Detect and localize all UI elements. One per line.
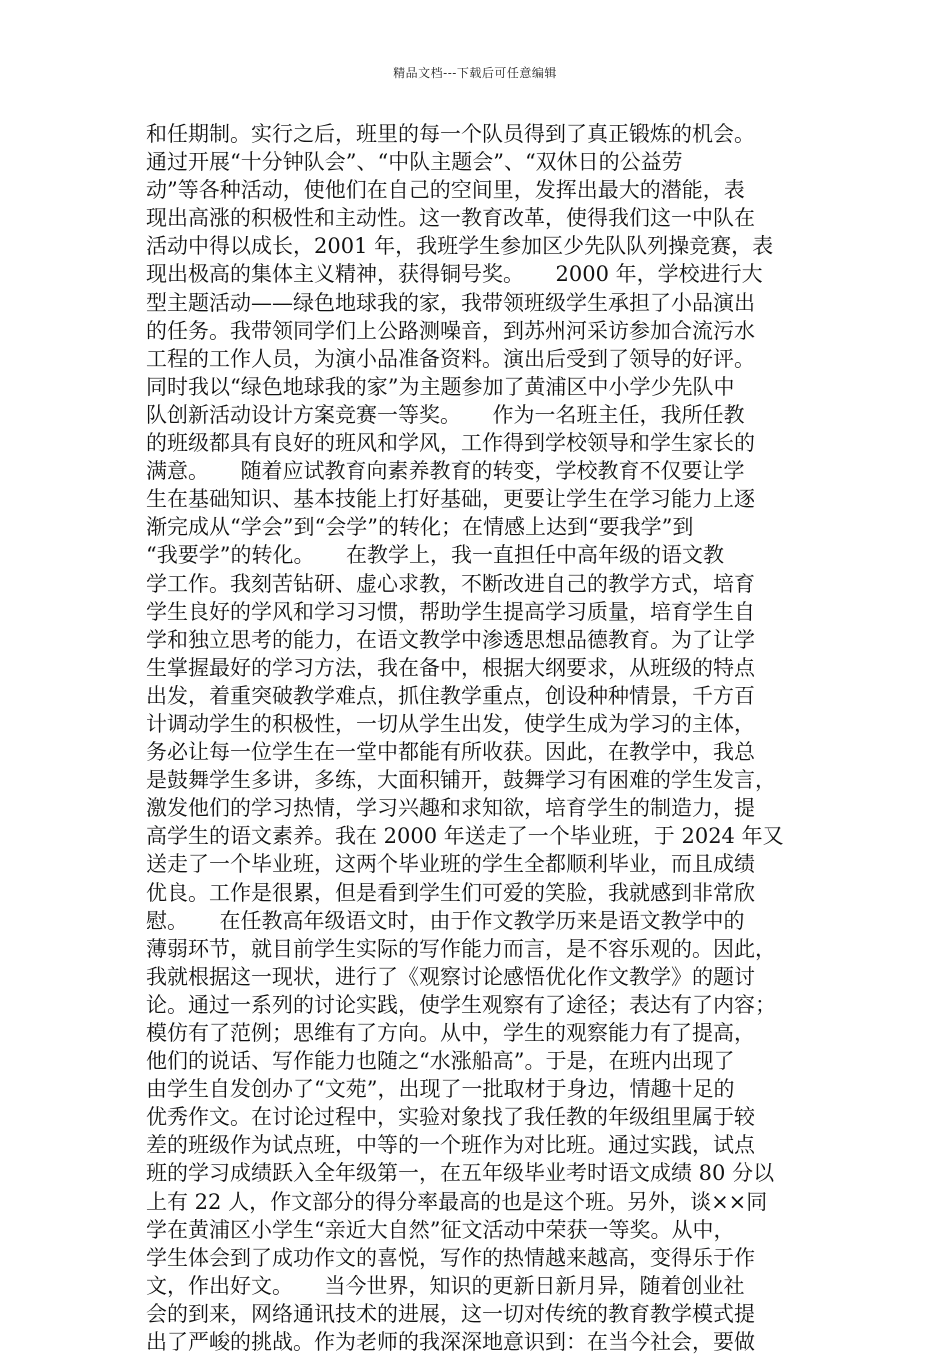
- page-header: 精品文档---下载后可任意编辑: [393, 66, 557, 80]
- text-line: 动”等各种活动，使他们在自己的空间里，发挥出最大的潜能，表: [146, 178, 745, 203]
- text-line: 班的学习成绩跃入全年级第一，在五年级毕业考时语文成绩 80 分以: [146, 1161, 775, 1186]
- text-line: 的班级都具有良好的班风和学风，工作得到学校领导和学生家长的: [146, 431, 755, 456]
- text-line: 薄弱环节，就目前学生实际的写作能力而言，是不容乐观的。因此，: [146, 936, 776, 961]
- text-line: 学生良好的学风和学习习惯，帮助学生提高学习质量，培育学生自: [146, 599, 755, 624]
- text-line: 出发，着重突破教学难点，抓住教学重点，创设种种情景，千方百: [146, 683, 755, 708]
- text-line: 和任期制。实行之后，班里的每一个队员得到了真正锻炼的机会。: [146, 122, 755, 146]
- text-line: 队创新活动设计方案竞赛一等奖。 作为一名班主任，我所任教: [146, 402, 745, 427]
- text-line: 工程的工作人员，为演小品准备资料。演出后受到了领导的好评。: [146, 346, 755, 371]
- text-line: 他们的说话、写作能力也随之“水涨船高”。于是，在班内出现了: [146, 1049, 735, 1074]
- text-line: 现出极高的集体主义精神，获得铜号奖。 2000 年，学校进行大: [146, 262, 763, 287]
- text-line: 学和独立思考的能力，在语文教学中渗透思想品德教育。为了让学: [146, 627, 755, 652]
- text-line: “我要学”的转化。 在教学上，我一直担任中高年级的语文教: [146, 543, 724, 568]
- text-line: 计调动学生的积极性，一切从学生出发，使学生成为学习的主体，: [146, 711, 755, 736]
- text-line: 学工作。我刻苦钻研、虚心求教，不断改进自己的教学方式，培育: [146, 571, 755, 596]
- text-line: 是鼓舞学生多讲，多练，大面积铺开，鼓舞学习有困难的学生发言，: [146, 768, 776, 793]
- text-line: 会的到来，网络通讯技术的进展，这一切对传统的教育教学模式提: [146, 1301, 755, 1326]
- text-line: 模仿有了范例；思维有了方向。从中，学生的观察能力有了提高，: [146, 1021, 755, 1045]
- text-line: 送走了一个毕业班，这两个毕业班的学生全都顺利毕业，而且成绩: [146, 852, 755, 877]
- text-line: 优良。工作是很累，但是看到学生们可爱的笑脸，我就感到非常欣: [146, 880, 755, 905]
- text-line: 生在基础知识、基本技能上打好基础，更要让学生在学习能力上逐: [146, 487, 755, 512]
- document-body: [146, 120, 826, 1356]
- text-line: 激发他们的学习热情，学习兴趣和求知欲，培育学生的制造力，提: [146, 796, 755, 821]
- text-line: 由学生自发创办了“文苑”，出现了一批取材于身边，情趣十足的: [146, 1077, 735, 1102]
- text-line: 满意。 随着应试教育向素养教育的转变，学校教育不仅要让学: [146, 459, 745, 484]
- text-line: 文，作出好文。 当今世界，知识的更新日新月异，随着创业社: [146, 1273, 745, 1298]
- text-line: 上有 22 人，作文部分的得分率最高的也是这个班。另外，谈××同: [146, 1189, 768, 1214]
- text-line: 论。通过一系列的讨论实践，使学生观察有了途径；表达有了内容；: [146, 992, 776, 1017]
- text-line: 现出高涨的积极性和主动性。这一教育改革，使得我们这一中队在: [146, 206, 755, 231]
- text-line: 慰。 在任教高年级语文时，由于作文教学历来是语文教学中的: [146, 908, 745, 933]
- text-line: 学在黄浦区小学生“亲近大自然”征文活动中荣获一等奖。从中，: [146, 1217, 735, 1242]
- text-line: 同时我以“绿色地球我的家”为主题参加了黄浦区中小学少先队中: [146, 374, 735, 399]
- text-line: 的任务。我带领同学们上公路测噪音，到苏州河采访参加合流污水: [146, 318, 755, 343]
- text-line: 我就根据这一现状，进行了《观察讨论感悟优化作文教学》的题讨: [146, 964, 755, 989]
- text-line: 优秀作文。在讨论过程中，实验对象找了我任教的年级组里属于较: [146, 1105, 755, 1130]
- text-line: 高学生的语文素养。我在 2000 年送走了一个毕业班，于 2024 年又: [146, 824, 784, 849]
- text-line: 生掌握最好的学习方法，我在备中，根据大纲要求，从班级的特点: [146, 655, 755, 680]
- text-line: 活动中得以成长，2001 年，我班学生参加区少先队队列操竞赛，表: [146, 234, 774, 259]
- text-line: 差的班级作为试点班，中等的一个班作为对比班。通过实践，试点: [146, 1133, 755, 1158]
- text-line: 型主题活动——绿色地球我的家，我带领班级学生承担了小品演出: [146, 290, 755, 315]
- text-line: 出了严峻的挑战。作为老师的我深深地意识到：在当今社会，要做: [146, 1330, 755, 1355]
- text-line: 通过开展“十分钟队会”、“中队主题会”、“双休日的公益劳: [146, 150, 683, 175]
- text-line: 渐完成从“学会”到“会学”的转化；在情感上达到“要我学”到: [146, 515, 694, 540]
- text-line: 务必让每一位学生在一堂中都能有所收获。因此，在教学中，我总: [146, 740, 755, 765]
- text-line: 学生体会到了成功作文的喜悦，写作的热情越来越高，变得乐于作: [146, 1245, 755, 1270]
